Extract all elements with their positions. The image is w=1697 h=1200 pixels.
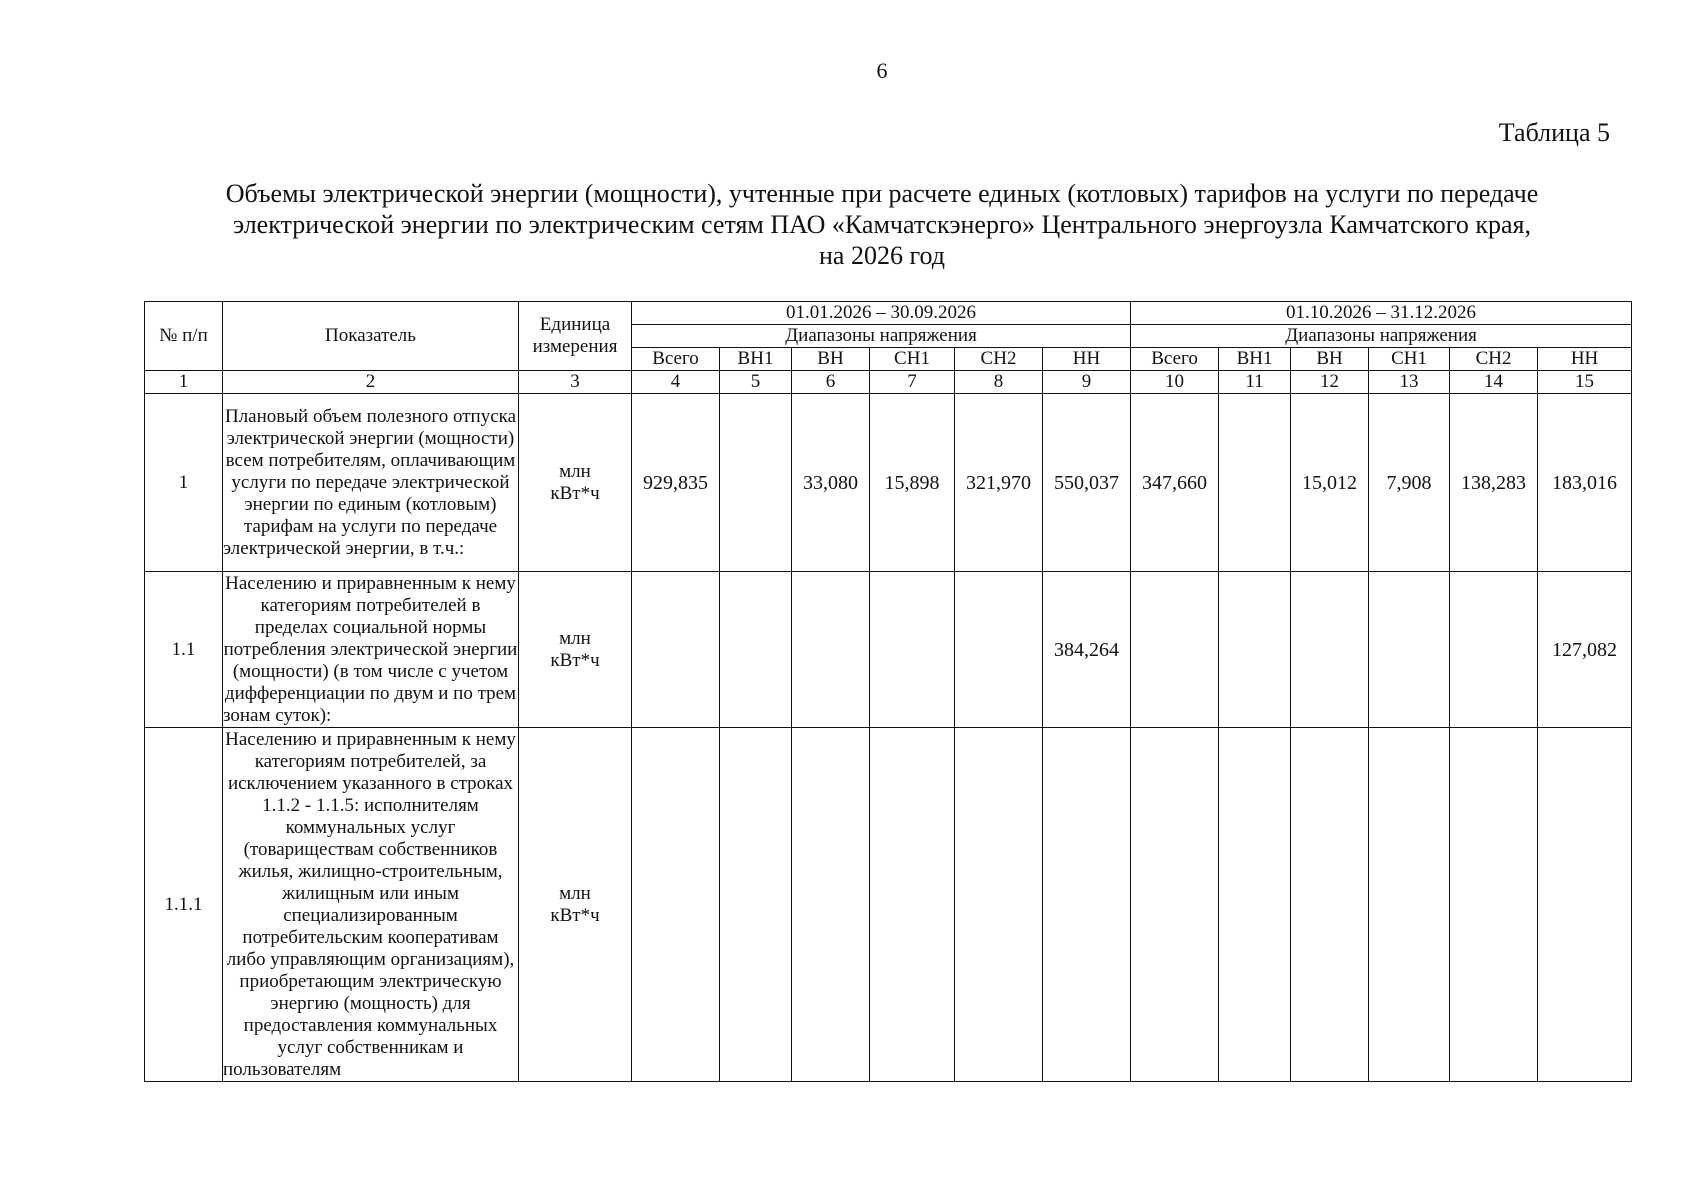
row-description: Населению и приравненным к нему категориям потребителей, за исключением указанного в строках 1.1.2 - 1.1.5: исполнителям коммунальных услуг (товариществам собственников жилья, жилищно-строительным, жилищным или иным специализированным потребительским кооперативам либо управляющим организациям), приобретающим электрическую энергию (мощность) для предоставления коммунальных услуг собственникам и пользователям bbox=[223, 728, 519, 1082]
row-unit-line-1: млн bbox=[559, 627, 591, 649]
column-number: 11 bbox=[1219, 371, 1291, 394]
value-cell bbox=[1291, 728, 1369, 1082]
row-unit-line-2: кВт*ч bbox=[550, 482, 600, 504]
column-number: 5 bbox=[720, 371, 792, 394]
value-cell bbox=[792, 728, 870, 1082]
value-cell: 929,835 bbox=[632, 394, 720, 572]
value-cell bbox=[632, 572, 720, 728]
row-unit bbox=[519, 728, 632, 1082]
value-cell bbox=[720, 572, 792, 728]
value-cell bbox=[1043, 728, 1131, 1082]
value-cell bbox=[720, 394, 792, 572]
subheader-cell: НН bbox=[1043, 348, 1131, 371]
column-number: 14 bbox=[1450, 371, 1538, 394]
value-cell: 138,283 bbox=[1450, 394, 1538, 572]
volumes-table bbox=[144, 301, 1632, 1082]
value-cell bbox=[1219, 728, 1291, 1082]
column-number: 4 bbox=[632, 371, 720, 394]
column-number: 3 bbox=[519, 371, 632, 394]
value-cell: 183,016 bbox=[1538, 394, 1632, 572]
header-ranges-1: Диапазоны напряжения bbox=[632, 325, 1131, 348]
subheader-cell: СН1 bbox=[1369, 348, 1450, 371]
value-cell: 321,970 bbox=[955, 394, 1043, 572]
value-cell bbox=[1131, 572, 1219, 728]
column-number: 10 bbox=[1131, 371, 1219, 394]
header-unit bbox=[519, 302, 632, 371]
page-number: 6 bbox=[876, 58, 888, 83]
value-cell: 127,082 bbox=[1538, 572, 1632, 728]
column-number: 6 bbox=[792, 371, 870, 394]
row-unit-line-1: млн bbox=[559, 882, 591, 904]
subheader-cell: СН2 bbox=[955, 348, 1043, 371]
subheader-cell: ВН1 bbox=[720, 348, 792, 371]
row-number: 1.1 bbox=[145, 572, 223, 728]
header-period-1: 01.01.2026 – 30.09.2026 bbox=[632, 302, 1131, 325]
value-cell bbox=[1450, 572, 1538, 728]
table-label: Таблица 5 bbox=[1498, 118, 1610, 147]
title-line-2: электрической энергии по электрическим сетям ПАО «Камчатскэнерго» Центрального энергоузла Камчатского края, bbox=[233, 210, 1531, 239]
value-cell: 550,037 bbox=[1043, 394, 1131, 572]
row-description: Населению и приравненным к нему категориям потребителей в пределах социальной нормы потребления электрической энергии (мощности) (в том числе с учетом дифференциации по двум и по трем зонам суток): bbox=[223, 572, 518, 726]
row-unit bbox=[519, 572, 632, 728]
value-cell bbox=[1131, 728, 1219, 1082]
subheader-cell: Всего bbox=[632, 348, 720, 371]
subheader-cell: СН2 bbox=[1450, 348, 1538, 371]
column-number: 7 bbox=[870, 371, 955, 394]
column-number: 8 bbox=[955, 371, 1043, 394]
value-cell bbox=[955, 728, 1043, 1082]
value-cell bbox=[1219, 394, 1291, 572]
document-title bbox=[150, 178, 1614, 271]
header-no: № п/п bbox=[145, 302, 223, 371]
header-period-2: 01.10.2026 – 31.12.2026 bbox=[1131, 302, 1632, 325]
subheader-cell: ВН bbox=[1291, 348, 1369, 371]
subheader-cell: СН1 bbox=[870, 348, 955, 371]
row-description: Плановый объем полезного отпуска электрической энергии (мощности) всем потребителям, оплачивающим услуги по передаче электрической энергии по единым (котловым) тарифам на услуги по передаче электрической энергии, в т.ч.: bbox=[223, 394, 519, 572]
value-cell: 7,908 bbox=[1369, 394, 1450, 572]
row-number: 1.1.1 bbox=[145, 728, 223, 1082]
column-number-row bbox=[145, 371, 1632, 394]
value-cell bbox=[1369, 728, 1450, 1082]
header-row-periods bbox=[145, 302, 1632, 325]
value-cell: 15,898 bbox=[870, 394, 955, 572]
value-cell bbox=[1219, 572, 1291, 728]
value-cell bbox=[955, 572, 1043, 728]
header-unit-line-1: Единица bbox=[539, 314, 611, 335]
column-number: 2 bbox=[223, 371, 519, 394]
column-number: 9 bbox=[1043, 371, 1131, 394]
value-cell bbox=[632, 728, 720, 1082]
row-number: 1 bbox=[145, 394, 223, 572]
header-ranges-2: Диапазоны напряжения bbox=[1131, 325, 1632, 348]
value-cell: 347,660 bbox=[1131, 394, 1219, 572]
table-row bbox=[145, 728, 1632, 1082]
row-unit bbox=[519, 394, 632, 572]
column-number: 13 bbox=[1369, 371, 1450, 394]
table-row bbox=[145, 572, 1632, 728]
value-cell bbox=[1369, 572, 1450, 728]
title-line-3: на 2026 год bbox=[819, 241, 945, 270]
value-cell bbox=[792, 572, 870, 728]
row-unit-line-1: млн bbox=[559, 460, 591, 482]
value-cell: 15,012 bbox=[1291, 394, 1369, 572]
value-cell bbox=[870, 728, 955, 1082]
column-number: 15 bbox=[1538, 371, 1632, 394]
subheader-cell: Всего bbox=[1131, 348, 1219, 371]
table-row bbox=[145, 394, 1632, 572]
row-unit-line-2: кВт*ч bbox=[550, 649, 600, 671]
header-indicator: Показатель bbox=[223, 302, 519, 371]
title-line-1: Объемы электрической энергии (мощности), учтенные при расчете единых (котловых) тарифов на услуги по передаче bbox=[225, 179, 1539, 208]
column-number: 12 bbox=[1291, 371, 1369, 394]
value-cell bbox=[1538, 728, 1632, 1082]
value-cell bbox=[870, 572, 955, 728]
value-cell bbox=[1450, 728, 1538, 1082]
subheader-cell: ВН bbox=[792, 348, 870, 371]
value-cell: 384,264 bbox=[1043, 572, 1131, 728]
subheader-cell: НН bbox=[1538, 348, 1632, 371]
subheader-cell: ВН1 bbox=[1219, 348, 1291, 371]
row-unit-line-2: кВт*ч bbox=[550, 904, 600, 926]
column-number: 1 bbox=[145, 371, 223, 394]
header-unit-line-2: измерения bbox=[532, 336, 618, 357]
value-cell bbox=[720, 728, 792, 1082]
value-cell bbox=[1291, 572, 1369, 728]
value-cell: 33,080 bbox=[792, 394, 870, 572]
